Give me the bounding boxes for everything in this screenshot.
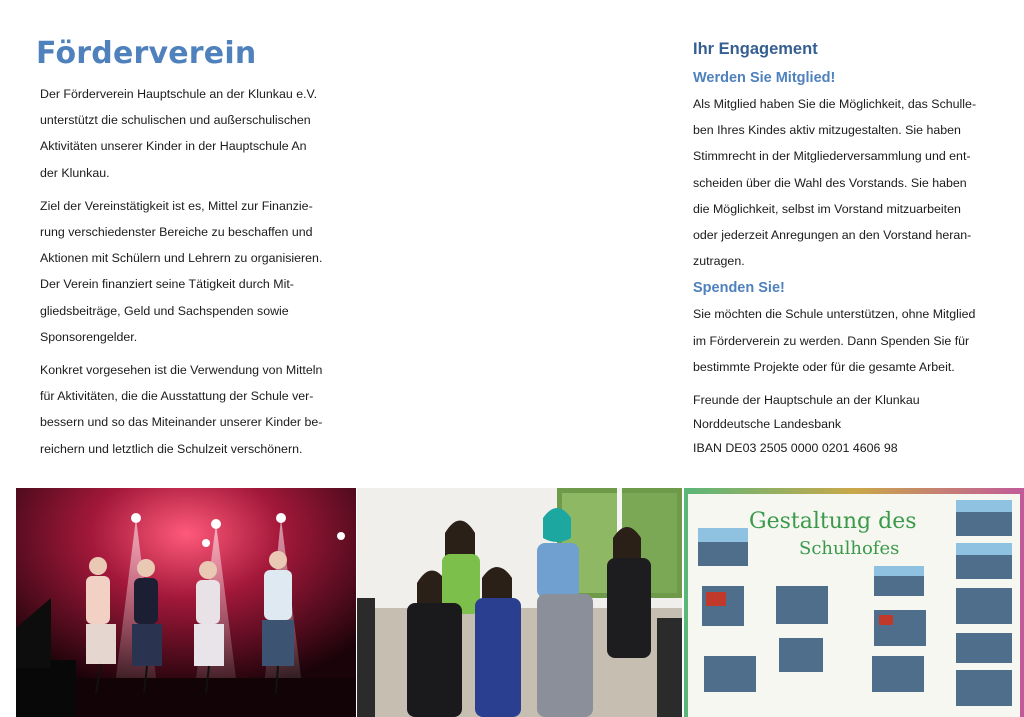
bank-iban: IBAN DE03 2505 0000 0201 4606 98	[693, 441, 898, 456]
left-column	[36, 36, 356, 469]
bank-details	[693, 388, 1013, 460]
schoolyard-poster-photo	[684, 488, 1024, 717]
right-column	[693, 40, 1013, 460]
group-photo	[357, 488, 682, 717]
goal-paragraph: Ziel der Vereinstätigkeit ist es, Mittel zur Finanzie- rung verschiedenster Bereiche zu beschaffen und Aktionen mit Schülern und Lehrern zu organisieren. Der Verein finanziert seine Tätigkeit durch Mit- gliedsbeiträge, Geld und Sachspenden sowie Sponsorengelder.	[40, 198, 323, 344]
poster-title-line1: Gestaltung des	[749, 509, 917, 534]
stage-performance-photo	[16, 488, 356, 717]
donation-paragraph: Sie möchten die Schule unterstützen, ohne Mitglied im Förderverein zu werden. Dann Spenden Sie für bestimmte Projekte oder für die gesamte Arbeit.	[693, 307, 976, 374]
poster-title-line2: Schulhofes	[799, 538, 900, 559]
usage-paragraph: Konkret vorgesehen ist die Verwendung von Mitteln für Aktivitäten, die die Ausstattung der Schule ver- bessern und so das Miteinander unserer Kinder be- reichern und letztlich die Schulzeit verschönern.	[40, 363, 323, 456]
donation-heading: Spenden Sie!	[693, 280, 785, 297]
bank-account-holder: Freunde der Hauptschule an der Klunkau	[693, 393, 920, 408]
membership-paragraph: Als Mitglied haben Sie die Möglichkeit, das Schulle- ben Ihres Kindes aktiv mitzugestalten. Sie haben Stimmrecht in der Mitgliederversammlung und ent- scheiden über die Wahl des Vorstands. Sie haben die Möglichkeit, selbst im Vorstand mitzuarbeiten oder jederzeit Anregungen an den Vorstand heran- zutragen.	[693, 97, 977, 269]
bank-name: Norddeutsche Landesbank	[693, 417, 842, 432]
intro-paragraph: Der Förderverein Hauptschule an der Klunkau e.V. unterstützt die schulischen und außerschulischen Aktivitäten unserer Kinder in der Hauptschule An der Klunkau.	[40, 87, 318, 180]
engagement-heading: Ihr Engagement	[693, 40, 818, 58]
page-title: Förderverein	[36, 36, 257, 71]
membership-heading: Werden Sie Mitglied!	[693, 70, 836, 86]
